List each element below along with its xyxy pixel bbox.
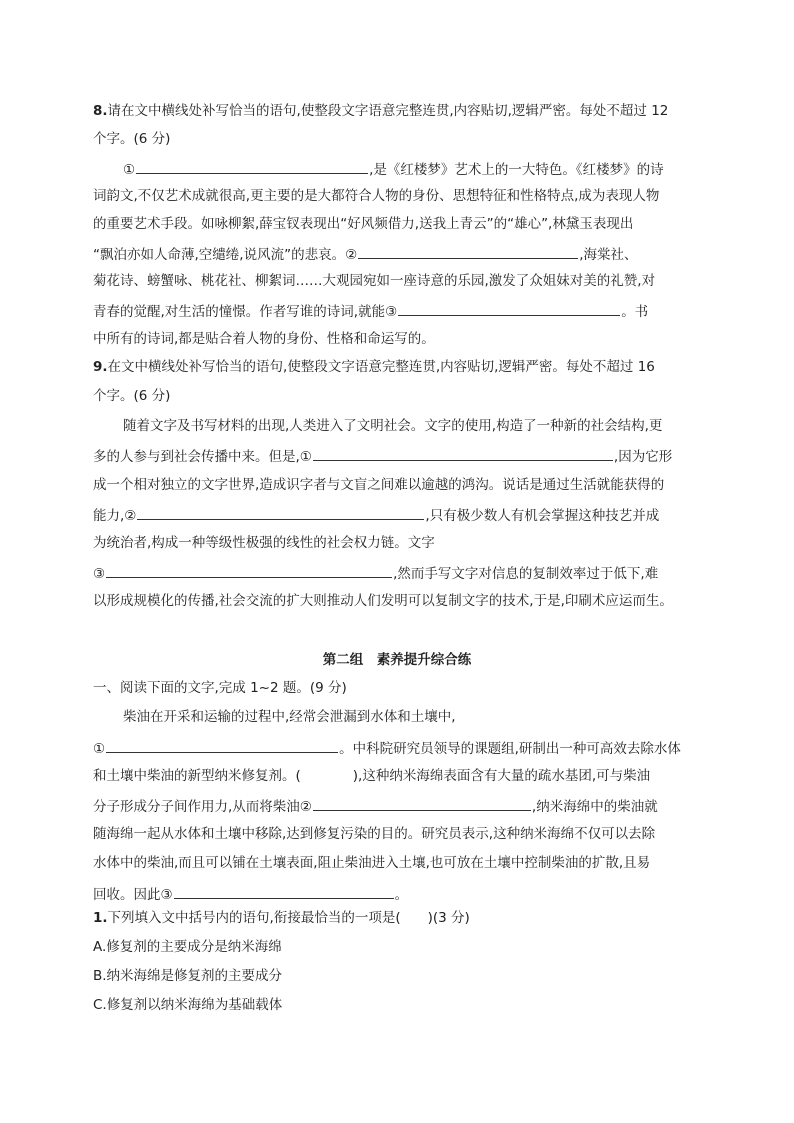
part1-blank-1[interactable] bbox=[106, 737, 338, 753]
part1-text: ),这种纳米海绵表面含有大量的疏水基团,可与柴油 bbox=[352, 768, 651, 784]
part1-line4 bbox=[93, 795, 658, 815]
q9-marker-3: ③ bbox=[93, 566, 106, 582]
part1-blank-3[interactable] bbox=[174, 883, 394, 899]
q9-text: 能力,② bbox=[93, 508, 137, 524]
q9-line6 bbox=[93, 562, 658, 582]
part1-line2 bbox=[93, 737, 681, 757]
q9-text: ,因为它形 bbox=[613, 449, 673, 465]
q9-line4 bbox=[93, 504, 659, 524]
q8-text: ,是《红楼梦》艺术上的一大特色。《红楼梦》的诗 bbox=[369, 162, 664, 178]
q8-text: 。书 bbox=[621, 304, 649, 320]
q8-stem-text: 请在文中横线处补写恰当的语句,使整段文字语意完整连贯,内容贴切,逻辑严密。每处不超过 12 bbox=[107, 103, 669, 119]
q8-line5: 菊花诗、螃蟹咏、桃花社、柳絮词……大观园宛如一座诗意的乐园,激发了众姐妹对美的礼赞,对 bbox=[93, 273, 656, 289]
q8-blank-3[interactable] bbox=[398, 300, 620, 316]
q8-marker-1: ① bbox=[123, 162, 136, 178]
part1-line1: 柴油在开采和运输的过程中,经常会泄漏到水体和土壤中, bbox=[123, 709, 456, 725]
q8-text: ,海棠社、 bbox=[579, 247, 638, 263]
q8-line4 bbox=[93, 243, 637, 263]
q9-line2 bbox=[93, 445, 672, 465]
part1-line7 bbox=[93, 883, 408, 903]
part1-blank-2[interactable] bbox=[313, 795, 531, 811]
q9-stem-text: 在文中横线处补写恰当的语句,使整段文字语意完整连贯,内容贴切,逻辑严密。每处不超过 16 bbox=[107, 359, 655, 375]
q8-line7: 中所有的诗词,都是贴合着人物的身份、性格和命运写的。 bbox=[93, 331, 435, 347]
q9-line7: 以形成规模化的传播,社会交流的扩大则推动人们发明可以复制文字的技术,于是,印刷术应运而生。 bbox=[93, 593, 673, 609]
q1-stem-text: 下列填入文中括号内的语句,衔接最恰当的一项是( )(3 分) bbox=[107, 910, 470, 926]
part1-line5: 随海绵一起从水体和土壤中移除,达到修复污染的目的。研究员表示,这种纳米海绵不仅可以去除 bbox=[93, 826, 656, 842]
q9-line3: 成一个相对独立的文字世界,造成识字者与文盲之间难以逾越的鸿沟。说话是通过生活就能获得的 bbox=[93, 477, 665, 493]
part1-text: 。中科院研究员领导的课题组,研制出一种可高效去除水体 bbox=[339, 741, 681, 757]
q9-text: ,只有极少数人有机会掌握这种技艺并成 bbox=[425, 508, 660, 524]
q1-option-b[interactable]: B.纳米海绵是修复剂的主要成分 bbox=[93, 968, 283, 984]
part1-marker-1: ① bbox=[93, 741, 106, 757]
q8-blank-2[interactable] bbox=[358, 243, 578, 259]
q8-number: 8. bbox=[93, 103, 108, 119]
q9-blank-3[interactable] bbox=[106, 562, 392, 578]
q8-stem-line1 bbox=[93, 101, 668, 121]
part1-line3 bbox=[93, 766, 650, 786]
q8-line3: 的重要艺术手段。如咏柳絮,薛宝钗表现出“好风频借力,送我上青云”的“雄心”,林黛玉表现出 bbox=[93, 216, 634, 232]
part1-text: 分子形成分子间作用力,从而将柴油② bbox=[93, 799, 312, 815]
section-title: 第二组 素养提升综合练 bbox=[322, 652, 472, 668]
q9-blank-1[interactable] bbox=[313, 445, 613, 461]
q8-text: 青春的觉醒,对生活的憧憬。作者写谁的诗词,就能③ bbox=[93, 304, 398, 320]
part1-heading: 一、阅读下面的文字,完成 1~2 题。(9 分) bbox=[93, 680, 347, 696]
q8-blank-1[interactable] bbox=[136, 158, 368, 174]
part1-text: 。 bbox=[394, 887, 409, 903]
part1-text: 回收。因此③ bbox=[93, 887, 173, 903]
q8-stem-line2: 个字。(6 分) bbox=[93, 131, 171, 147]
q9-stem-line1 bbox=[93, 357, 655, 377]
q8-text: “飘泊亦如人命薄,空缱绻,说风流”的悲哀。② bbox=[93, 247, 358, 263]
q1-option-a[interactable]: A.修复剂的主要成分是纳米海绵 bbox=[93, 939, 282, 955]
q9-text: 多的人参与到社会传播中来。但是,① bbox=[93, 449, 312, 465]
q1-number: 1. bbox=[93, 910, 108, 926]
q9-text: ,然而手写文字对信息的复制效率过于低下,难 bbox=[393, 566, 659, 582]
q1-stem bbox=[93, 908, 470, 928]
part1-text: ,纳米海绵中的柴油就 bbox=[531, 799, 658, 815]
q9-line1: 随着文字及书写材料的出现,人类进入了文明社会。文字的使用,构造了一种新的社会结构,更 bbox=[123, 418, 663, 434]
q9-stem-line2: 个字。(6 分) bbox=[93, 388, 171, 404]
part1-line6: 水体中的柴油,而且可以铺在土壤表面,阻止柴油进入土壤,也可放在土壤中控制柴油的扩散,且易 bbox=[93, 855, 651, 871]
q1-option-c[interactable]: C.修复剂以纳米海绵为基础载体 bbox=[93, 997, 283, 1013]
q8-line6 bbox=[93, 300, 648, 320]
part1-text: 和土壤中柴油的新型纳米修复剂。( bbox=[93, 768, 301, 784]
q9-number: 9. bbox=[93, 359, 108, 375]
q9-blank-2[interactable] bbox=[137, 504, 424, 520]
q8-line1 bbox=[123, 158, 664, 178]
q9-line5: 为统治者,构成一种等级性极强的线性的社会权力链。文字 bbox=[93, 535, 435, 551]
q8-line2: 词韵文,不仅艺术成就很高,更主要的是大都符合人物的身份、思想特征和性格特点,成为表现人物 bbox=[93, 188, 660, 204]
